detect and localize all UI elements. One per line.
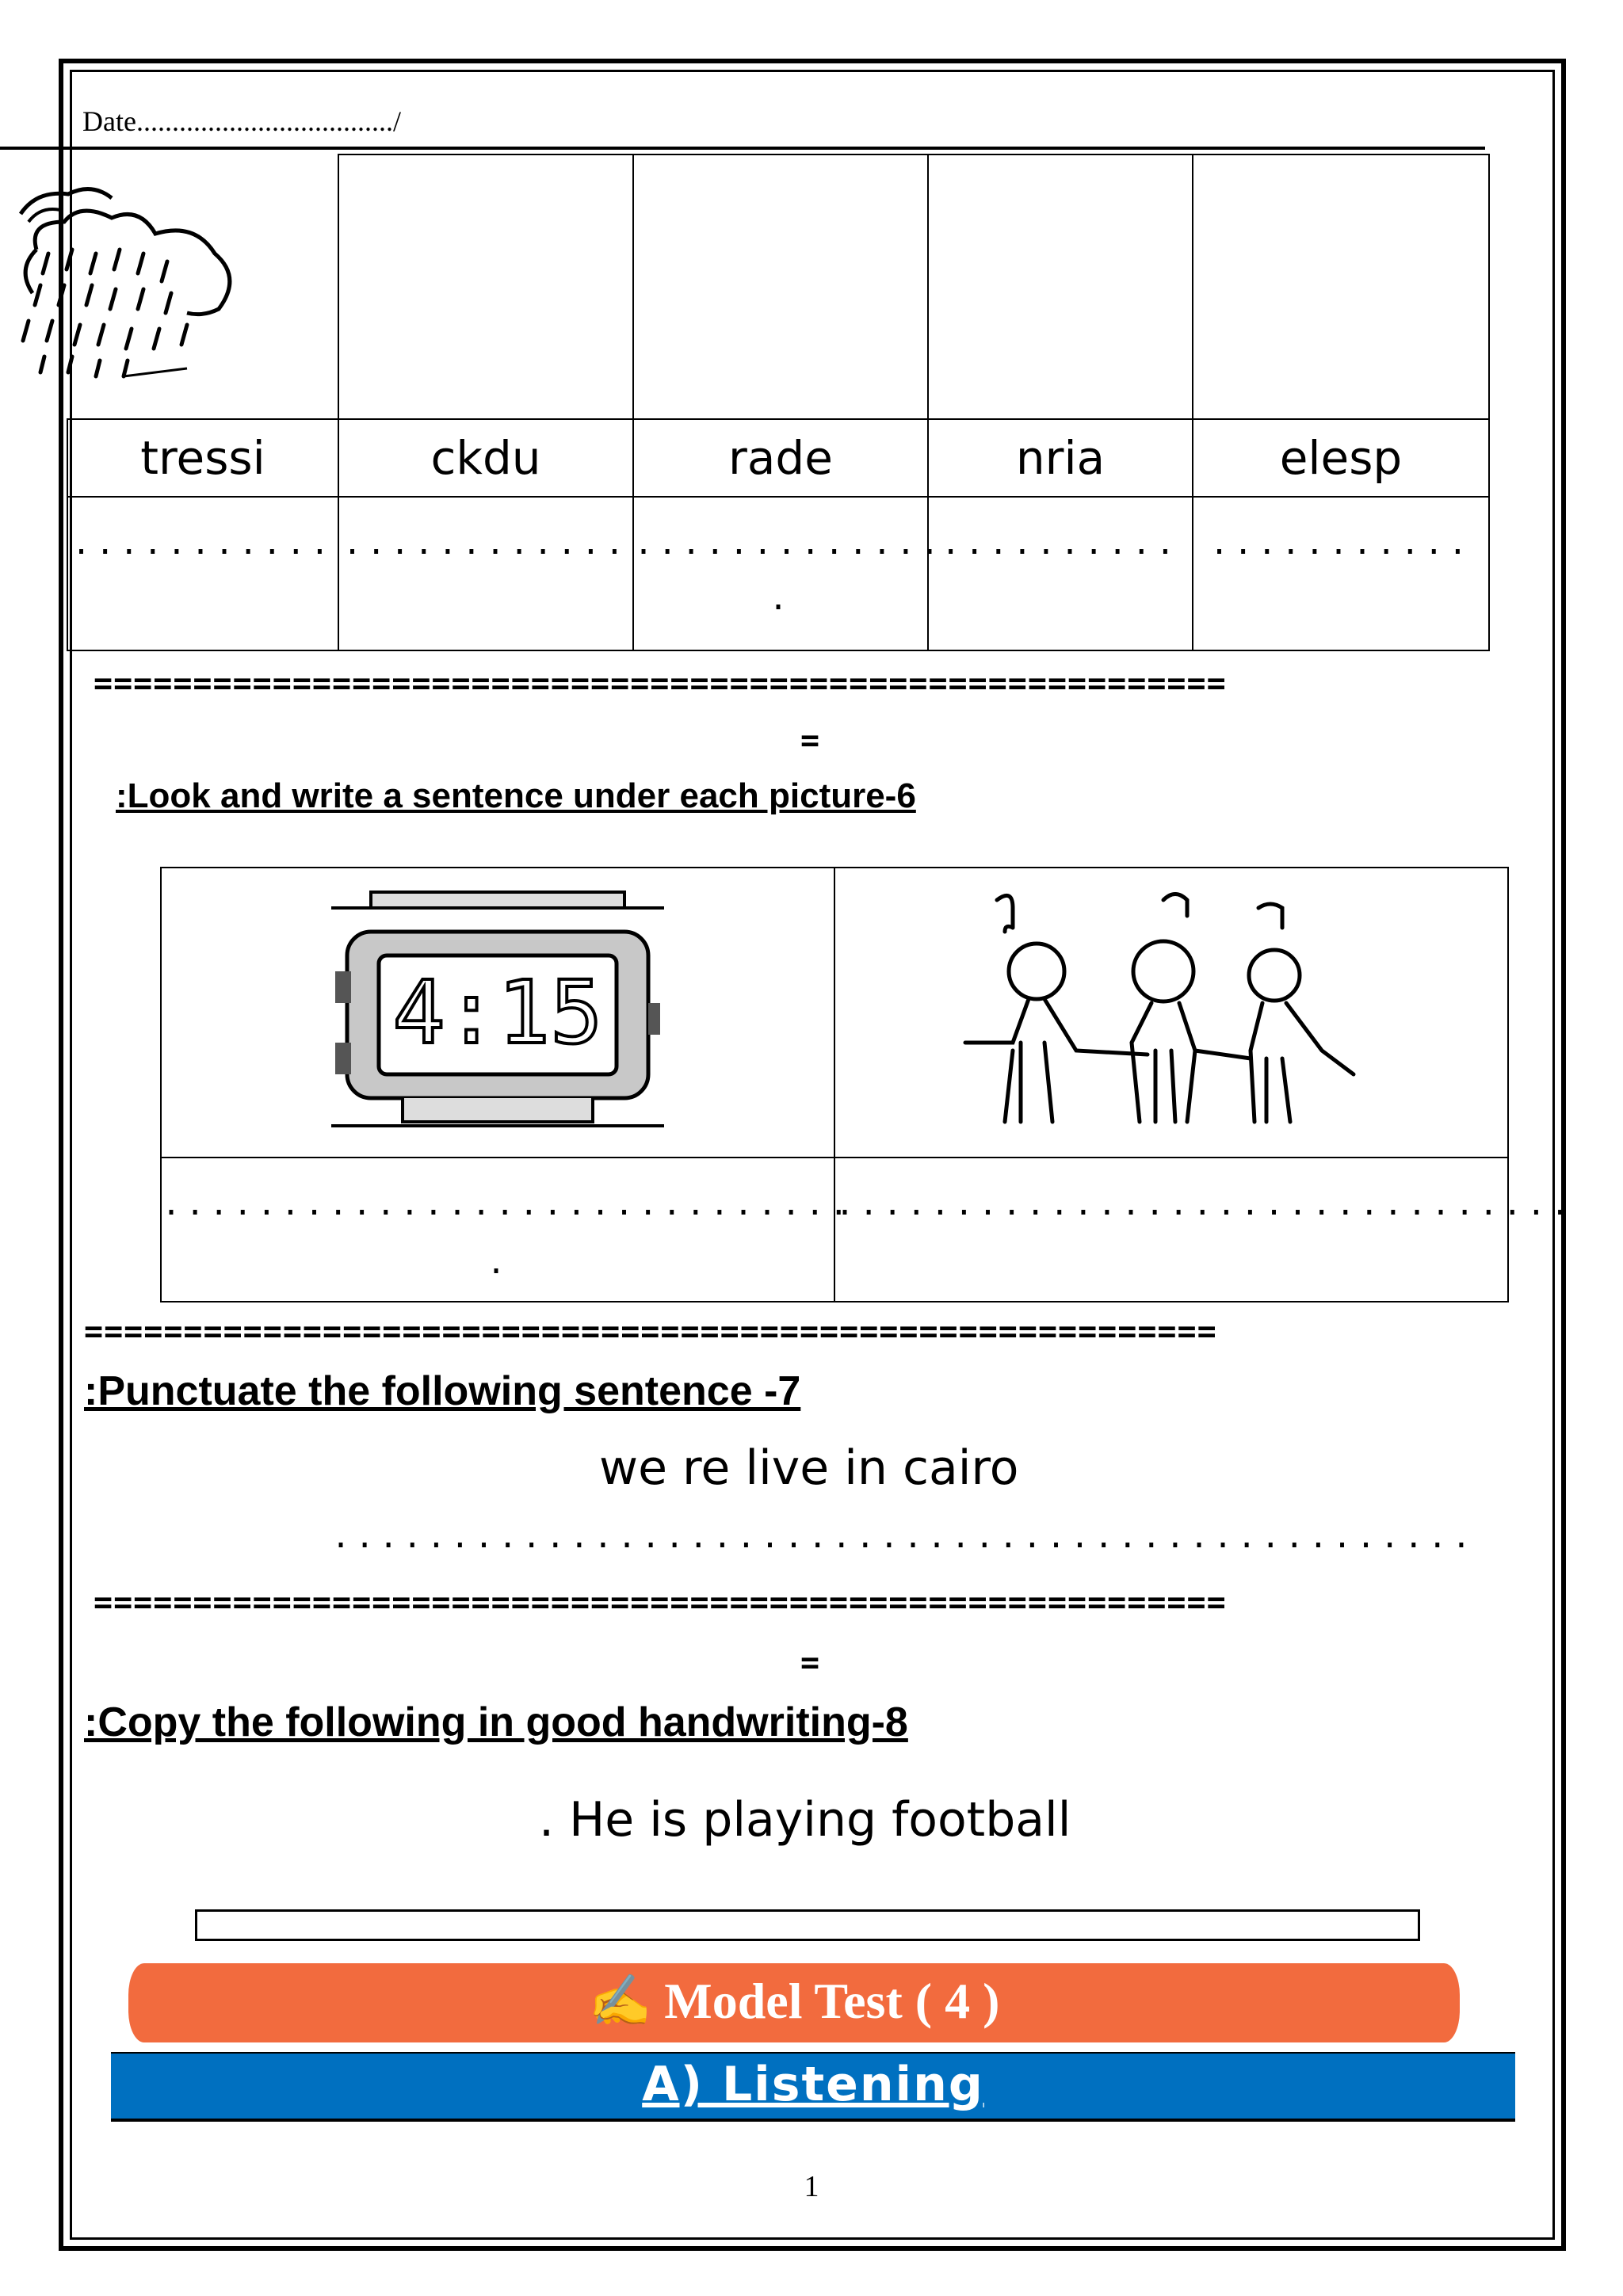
date-underline: [0, 147, 1485, 150]
picture-cell: [1193, 154, 1489, 419]
listening-section-label: A) Listening: [642, 2057, 984, 2112]
sentence-answer-blank[interactable]: [161, 1158, 854, 1302]
date-field: Date..................................../: [82, 105, 401, 137]
sentence-answer-tail: .: [487, 1245, 511, 1281]
singers-picture-cell: [834, 868, 1508, 1158]
listening-section-title: [111, 2057, 1515, 2112]
punctuate-sentence: we re live in cairo: [599, 1440, 1019, 1496]
picture-sentence-table: [160, 867, 1575, 1302]
handwriting-answer-box[interactable]: [195, 1909, 1420, 1941]
word-scramble-table: [67, 154, 1490, 651]
picture-cell: [338, 154, 633, 419]
question-6-title: :Look and write a sentence under each picture-6: [116, 776, 916, 815]
model-test-label: ✍ Model Test ( 4 ): [588, 1973, 1000, 2029]
picture-row: [67, 154, 1489, 419]
answer-blank[interactable]: ............: [338, 497, 633, 650]
scrambled-word: nria: [928, 419, 1193, 497]
punctuate-answer-blank[interactable]: ................................................: [331, 1519, 1476, 1555]
answer-blank[interactable]: [633, 497, 945, 650]
separator-tail: =: [800, 1645, 821, 1681]
answer-blank[interactable]: ...........: [67, 497, 338, 650]
watch-picture-cell: [161, 868, 834, 1158]
handwriting-sentence: . He is playing football: [539, 1792, 1071, 1848]
picture-cell: [928, 154, 1193, 419]
answer-blank[interactable]: ..........: [928, 497, 1193, 650]
separator-line: =========================================================: [94, 1585, 1227, 1621]
scrambled-word: rade: [633, 419, 928, 497]
scrambled-words-row: [67, 419, 1489, 497]
separator-line: =========================================================: [84, 1314, 1217, 1350]
singing-children-picture: [949, 884, 1393, 1138]
picture-row: [161, 868, 1508, 1158]
scrambled-word: elesp: [1193, 419, 1489, 497]
wristwatch-picture: [323, 884, 672, 1138]
question-8-title: :Copy the following in good handwriting-8: [84, 1699, 908, 1745]
separator-line: =========================================================: [94, 666, 1227, 702]
question-7-title: :Punctuate the following sentence -7: [84, 1368, 801, 1414]
picture-cell: [633, 154, 928, 419]
answer-blank[interactable]: ...........: [1193, 497, 1489, 650]
answer-blank-text: .............: [634, 525, 945, 562]
picture-cell: [67, 154, 338, 419]
sentence-answer-row: [161, 1158, 1508, 1302]
sentence-answer-blank[interactable]: ...............................: [834, 1158, 1508, 1302]
sentence-answer-text: .............................: [162, 1186, 854, 1222]
watch-display-time: 4:15: [392, 962, 603, 1063]
scrambled-word: tressi: [67, 419, 338, 497]
answers-row: [67, 497, 1489, 650]
answer-blank-tail: .: [768, 581, 793, 617]
separator-tail: =: [800, 723, 821, 759]
scrambled-word: ckdu: [338, 419, 633, 497]
page-number: 1: [804, 2170, 819, 2203]
